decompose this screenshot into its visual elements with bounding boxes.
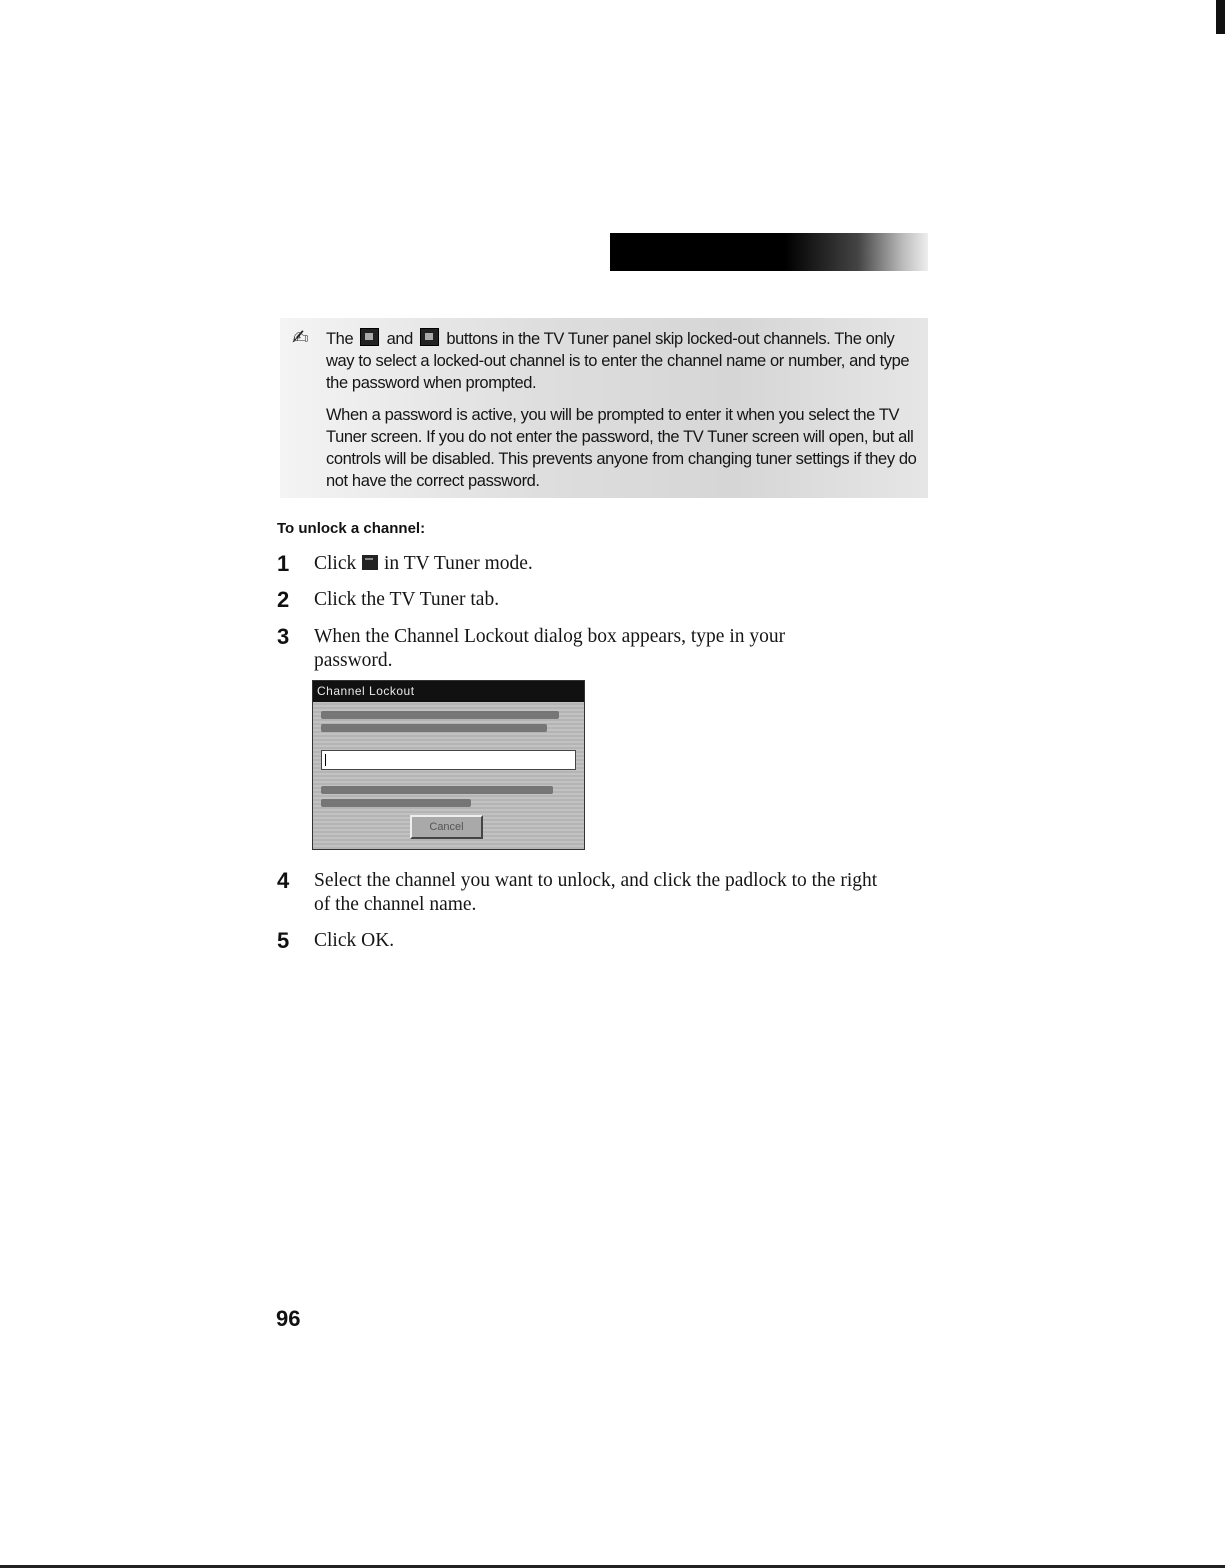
dialog-title: Channel Lockout <box>313 681 584 702</box>
step-text-after: in TV Tuner mode. <box>384 553 533 574</box>
note-paragraph-1 <box>326 328 926 394</box>
cancel-button[interactable]: Cancel <box>410 815 483 839</box>
section-heading: To unlock a channel: <box>277 520 426 537</box>
note-box <box>280 318 928 498</box>
step-text: Select the channel you want to unlock, and click the padlock to the right of the channel name. <box>314 870 878 915</box>
channel-down-button-icon <box>420 328 439 346</box>
step-text: Click OK. <box>314 930 395 951</box>
note-paragraph-2: When a password is active, you will be prompted to enter it when you select the TV Tuner screen. If you do not enter the password, the TV Tuner screen will open, but all controls will be disabled. This prevents anyone from changing tuner settings if they do not have the correct password. <box>326 406 917 490</box>
settings-button-icon <box>362 555 378 570</box>
dialog-blurred-text-line <box>321 711 559 719</box>
dialog-blurred-text-line <box>321 724 547 732</box>
password-input[interactable] <box>321 750 576 770</box>
step-number: 2 <box>277 587 290 612</box>
step-number: 1 <box>277 551 290 576</box>
channel-lockout-dialog <box>312 680 585 850</box>
dialog-blurred-text-line <box>321 799 471 807</box>
page-edge-mark <box>1216 0 1225 34</box>
note-text-rest: buttons in the TV Tuner panel skip locked-out channels. The only way to select a locked-out channel is to enter the channel name or number, and type the password when prompted. <box>326 330 910 392</box>
step-text: When the Channel Lockout dialog box appears, type in your password. <box>314 626 786 671</box>
note-pen-icon: ✍ <box>292 325 309 349</box>
step-text: Click the TV Tuner tab. <box>314 589 500 610</box>
dialog-blurred-text-line <box>321 786 553 794</box>
section-header-bar <box>610 233 928 271</box>
step-text-before: Click <box>314 553 357 574</box>
step-text <box>314 552 914 576</box>
channel-up-button-icon <box>360 328 379 346</box>
page-number: 96 <box>276 1306 301 1331</box>
step-number: 5 <box>277 928 290 953</box>
note-text-and: and <box>386 330 413 348</box>
dialog-body <box>313 702 584 849</box>
step-number: 4 <box>277 868 290 893</box>
step-number: 3 <box>277 624 290 649</box>
note-text-the: The <box>326 330 354 348</box>
